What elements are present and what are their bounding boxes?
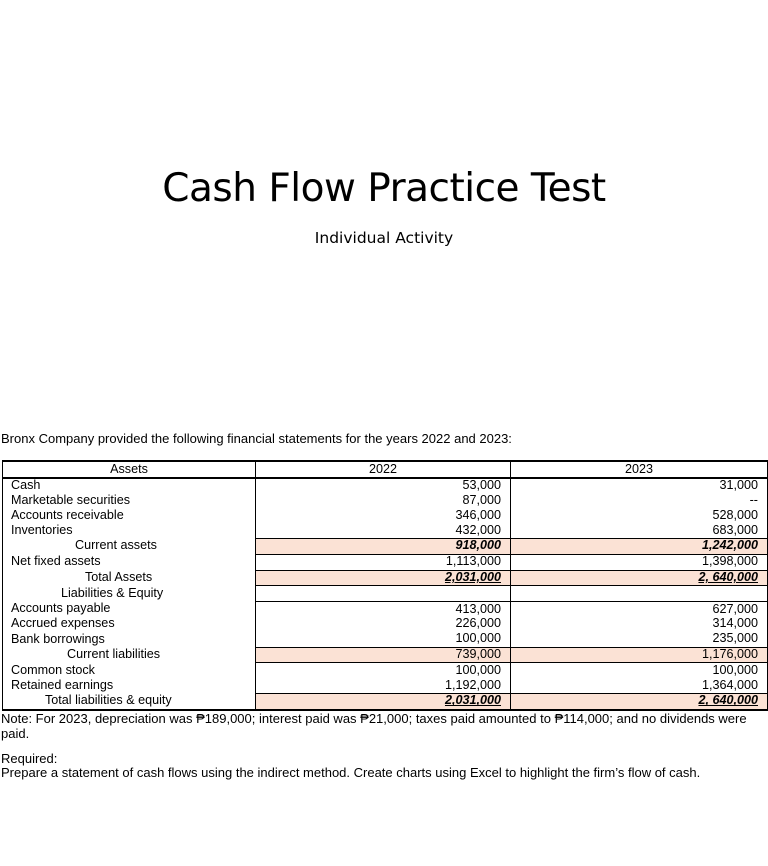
table-row [3,478,768,494]
row-label: Accounts receivable [3,508,256,523]
value-2022: 2,031,000 [256,570,511,586]
table-row [3,663,768,678]
value-2023: 235,000 [511,632,768,647]
value-2023: 31,000 [511,478,768,494]
table-row-total [3,570,768,586]
row-label: Current assets [3,538,256,554]
row-label: Total Assets [3,570,256,586]
header-2022: 2022 [256,461,511,478]
table-row [3,617,768,632]
value-2022: 1,192,000 [256,678,511,693]
value-2023: -- [511,494,768,509]
row-label: Liabilities & Equity [3,586,256,602]
row-label: Marketable securities [3,494,256,509]
value-2022: 100,000 [256,663,511,678]
table-row [3,602,768,617]
value-2023: 683,000 [511,523,768,538]
value-2022: 346,000 [256,508,511,523]
required-text: Prepare a statement of cash flows using the indirect method. Create charts using Excel to highlight the firm’s flow of cash. [1,765,701,780]
row-label: Current liabilities [3,647,256,663]
value-2022: 413,000 [256,602,511,617]
row-label: Cash [3,478,256,494]
table-row [3,494,768,509]
slide-subtitle: Individual Activity [314,229,454,247]
row-label: Retained earnings [3,678,256,693]
table-header-row [3,461,768,478]
row-label: Accounts payable [3,602,256,617]
table-row [3,632,768,647]
table-row-subtotal [3,647,768,663]
value-2022: 87,000 [256,494,511,509]
table-row [3,523,768,538]
row-label: Bank borrowings [3,632,256,647]
value-2023: 2, 640,000 [511,693,768,709]
value-2023: 1,176,000 [511,647,768,663]
table-row [3,678,768,693]
value-2022 [256,586,511,602]
value-2023: 2, 640,000 [511,570,768,586]
row-label: Inventories [3,523,256,538]
value-2022: 739,000 [256,647,511,663]
balance-sheet-table [2,460,768,711]
row-label: Accrued expenses [3,617,256,632]
table-row-total [3,693,768,709]
row-label: Total liabilities & equity [3,693,256,709]
value-2023: 100,000 [511,663,768,678]
value-2023 [511,586,768,602]
slide-title: Cash Flow Practice Test [162,166,606,211]
value-2022: 2,031,000 [256,693,511,709]
value-2022: 432,000 [256,523,511,538]
table-row-subtotal [3,538,768,554]
note-text: Note: For 2023, depreciation was ₱189,000; interest paid was ₱21,000; taxes paid amounted to ₱114,000; and no dividends were paid. [1,711,747,741]
intro-text: Bronx Company provided the following financial statements for the years 2022 and 2023: [1,431,512,446]
value-2023: 314,000 [511,617,768,632]
header-assets: Assets [3,461,256,478]
value-2023: 1,398,000 [511,554,768,570]
table-row [3,508,768,523]
row-label: Net fixed assets [3,554,256,570]
table-row [3,554,768,570]
value-2022: 53,000 [256,478,511,494]
value-2022: 1,113,000 [256,554,511,570]
table-row-section [3,586,768,602]
value-2022: 100,000 [256,632,511,647]
row-label: Common stock [3,663,256,678]
required-heading: Required: [1,751,58,766]
value-2023: 1,364,000 [511,678,768,693]
value-2022: 918,000 [256,538,511,554]
header-2023: 2023 [511,461,768,478]
value-2023: 627,000 [511,602,768,617]
value-2023: 1,242,000 [511,538,768,554]
value-2023: 528,000 [511,508,768,523]
value-2022: 226,000 [256,617,511,632]
